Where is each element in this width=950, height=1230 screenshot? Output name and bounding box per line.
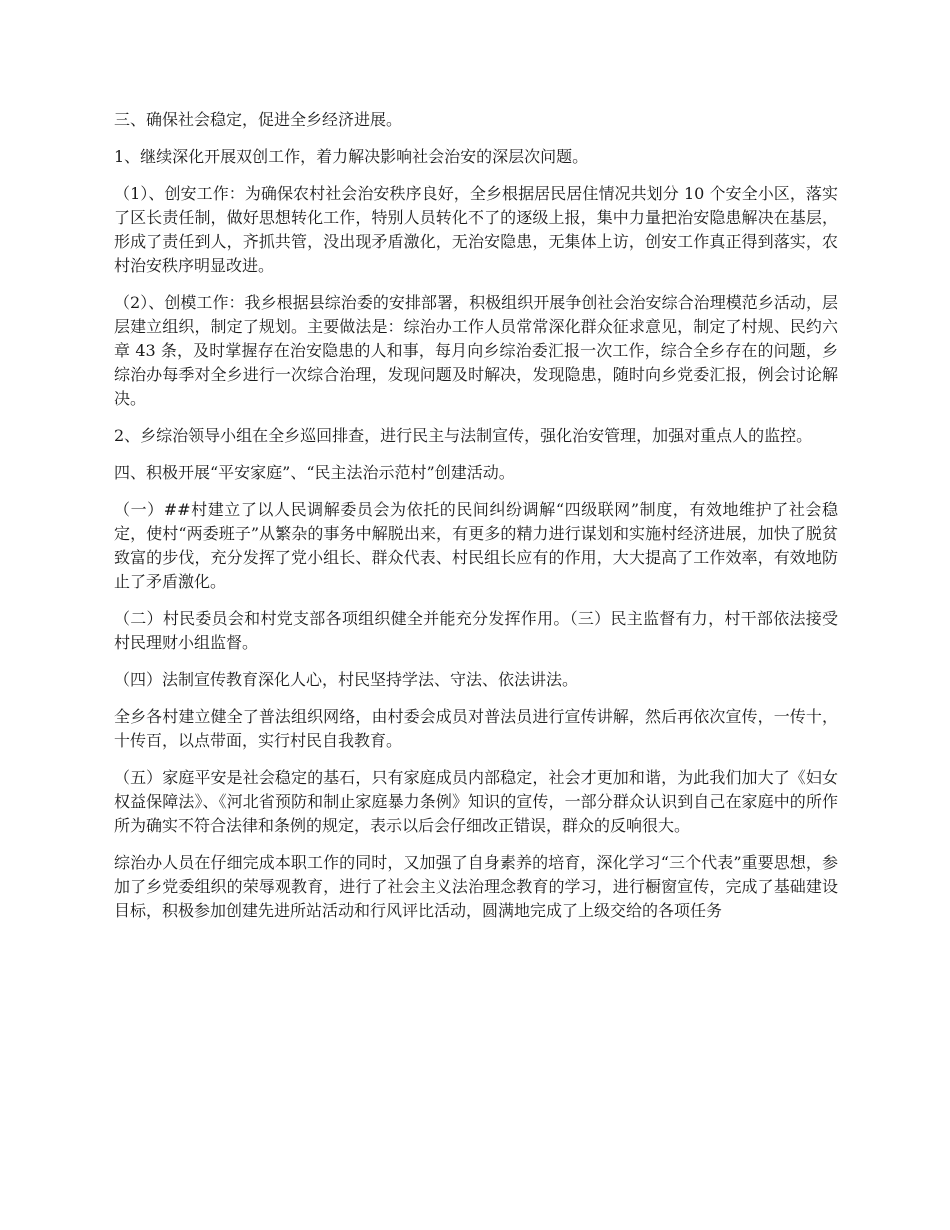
paragraph-office-staff: 综治办人员在仔细完成本职工作的同时，又加强了自身素养的培育，深化学习“三个代表”重要思想，参加了乡党委组织的荣辱观教育，进行了社会主义法治理念教育的学习，进行橱窗宣传，完成了基础建设目标，积极参加创建先进所站活动和行风评比活动，圆满地完成了上级交给的各项任务 — [114, 853, 838, 920]
paragraph-legal-education: （四）法制宣传教育深化人心，村民坚持学法、守法、依法讲法。 — [114, 670, 579, 689]
item-heading-2: 2、乡综治领导小组在全乡巡回排查，进行民主与法制宣传，强化治安管理，加强对重点人的监控。 — [114, 426, 813, 445]
paragraph-family-safety: （五）家庭平安是社会稳定的基石，只有家庭成员内部稳定，社会才更加和谐，为此我们加大了《妇女权益保障法》、《河北省预防和制止家庭暴力条例》知识的宣传，一部分群众认识到自己在家庭中的所作所为确实不符合法律和条例的规定，表示以后会仔细改正错误，群众的反响很大。 — [114, 768, 838, 835]
paragraph-safety-work: （1）、创安工作：为确保农村社会治安秩序良好，全乡根据居民居住情况共划分 10 个安全小区，落实了区长责任制，做好思想转化工作，特别人员转化不了的逐级上报，集中力量把治安隐患解决在基层，形成了责任到人，齐抓共管，没出现矛盾激化，无治安隐患，无集体上访，创安工作真正得到落实，农村治安秩序明显改进。 — [114, 184, 838, 275]
section-heading-3: 三、确保社会稳定，促进全乡经济进展。 — [114, 110, 403, 129]
document-body — [114, 108, 838, 923]
item-heading-1: 1、继续深化开展双创工作，着力解决影响社会治安的深层次问题。 — [114, 147, 589, 166]
paragraph-model-work: （2）、创模工作：我乡根据县综治委的安排部署，积极组织开展争创社会治安综合治理模范乡活动，层层建立组织，制定了规划。主要做法是：综治办工作人员常常深化群众征求意见，制定了村规、民约六章 43 条，及时掌握存在治安隐患的人和事，每月向乡综治委汇报一次工作，综合全乡存在的问题，乡综治办每季对全乡进行一次综合治理，发现问题及时解决，发现隐患，随时向乡党委汇报，例会讨论解决。 — [114, 293, 838, 408]
paragraph-mediation: （一）##村建立了以人民调解委员会为依托的民间纠纷调解“四级联网”制度，有效地维护了社会稳定，使村“两委班子”从繁杂的事务中解脱出来，有更多的精力进行谋划和实施村经济进展，加快了脱贫致富的步伐，充分发挥了党小组长、群众代表、村民组长应有的作用，大大提高了工作效率，有效地防止了矛盾激化。 — [114, 500, 838, 591]
section-heading-4: 四、积极开展“平安家庭”、“民主法治示范村”创建活动。 — [114, 463, 515, 482]
paragraph-legal-network: 全乡各村建立健全了普法组织网络，由村委会成员对普法员进行宣传讲解，然后再依次宣传，一传十，十传百，以点带面，实行村民自我教育。 — [114, 707, 838, 750]
paragraph-committees: （二）村民委员会和村党支部各项组织健全并能充分发挥作用。（三）民主监督有力，村干部依法接受村民理财小组监督。 — [114, 609, 838, 652]
